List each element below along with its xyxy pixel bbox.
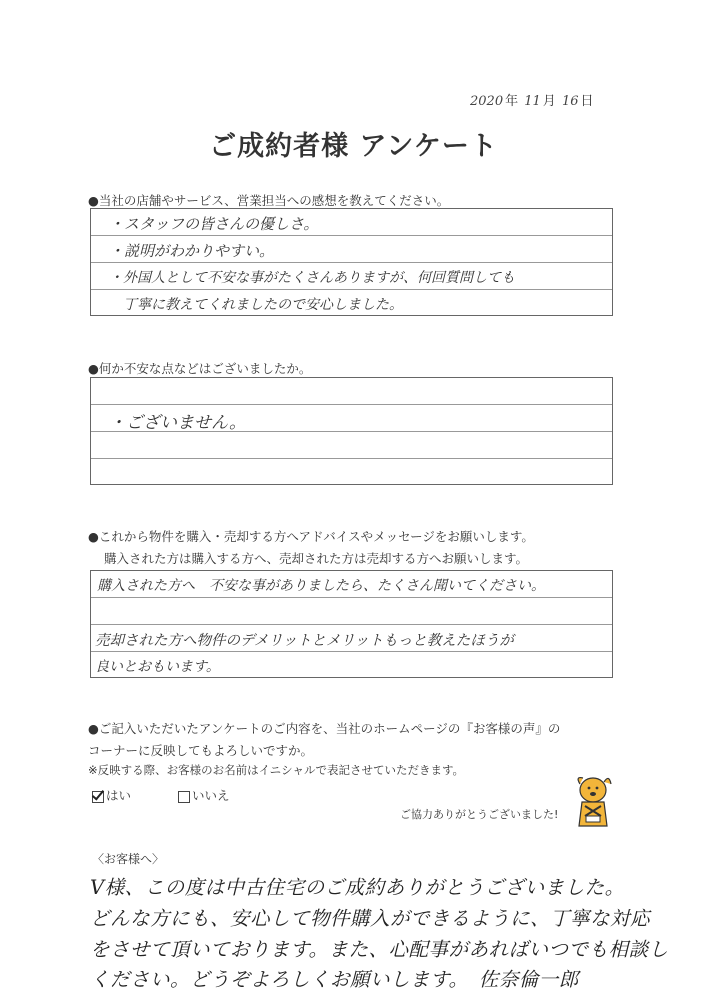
question-2: ●何か不安な点などはございましたか。 [88, 361, 312, 376]
ruled-line [91, 597, 612, 598]
date-month-unit: 月 [542, 94, 556, 109]
date-day: 16 [561, 94, 579, 109]
answer-box-3 [90, 570, 613, 678]
answer-1-line-4: 丁寧に教えてくれましたので安心しました。 [123, 297, 403, 313]
checkbox-yes-checked-icon[interactable] [92, 791, 104, 803]
ruled-line [91, 262, 612, 263]
consent-yes-option[interactable] [92, 786, 131, 804]
question-4-note: ※反映する際、お客様のお名前はイニシャルで表記させていただきます。 [88, 763, 465, 777]
ruled-line [91, 624, 612, 625]
consent-no-label: いいえ [192, 788, 230, 803]
question-3-sub: 購入された方は購入する方へ、売却された方は売却する方へお願いします。 [104, 551, 529, 566]
date-year: 2020 [470, 94, 504, 109]
question-4-line-1: ●ご記入いただいたアンケートのご内容を、当社のホームページの『お客様の声』の [88, 721, 561, 736]
ruled-line [91, 458, 612, 459]
question-3: ●これから物件を購入・売却する方へアドバイスやメッセージをお願いします。 [88, 529, 534, 544]
survey-date [468, 90, 594, 109]
ruled-line [91, 289, 612, 290]
answer-1-line-3: ・外国人として不安な事がたくさんありますが、何回質問しても [109, 270, 515, 286]
answer-1-line-1: ・スタッフの皆さんの優しさ。 [109, 215, 319, 233]
message-line-3: をさせて頂いております。また、心配事があればいつでも相談し [90, 938, 669, 961]
answer-3-line-1: 購入された方へ 不安な事がありましたら、たくさん聞いてください。 [97, 578, 545, 594]
message-line-2: どんな方にも、安心して物件購入ができるように、丁寧な対応 [90, 907, 651, 930]
date-year-unit: 年 [505, 94, 519, 109]
page-title: ご成約者様 アンケート [209, 131, 498, 162]
consent-yes-label: はい [106, 788, 132, 803]
question-1: ●当社の店舗やサービス、営業担当への感想を教えてください。 [88, 193, 450, 208]
answer-box-1 [90, 208, 613, 316]
checkbox-no-icon[interactable] [178, 791, 190, 803]
message-line-4: ください。どうぞよろしくお願いします。 佐奈倫一郎 [90, 968, 579, 991]
ruled-line [91, 235, 612, 236]
date-month: 11 [524, 94, 541, 109]
question-4-line-2: コーナーに反映してもよろしいですか。 [88, 743, 314, 758]
consent-no-option[interactable] [178, 786, 230, 804]
customer-message-label: 〈お客様へ〉 [92, 852, 165, 866]
dog-mascot-icon [571, 772, 615, 830]
ruled-line [91, 404, 612, 405]
thanks-message: ご協力ありがとうございました! [400, 808, 559, 821]
date-day-unit: 日 [580, 94, 594, 109]
answer-box-2 [90, 377, 613, 485]
answer-2-line-1: ・ございません。 [109, 413, 247, 433]
answer-3-line-3: 良いとおもいます。 [95, 659, 220, 675]
message-line-1: V様、この度は中古住宅のご成約ありがとうございました。 [90, 876, 625, 899]
answer-1-line-2: ・説明がわかりやすい。 [109, 242, 275, 260]
ruled-line [91, 651, 612, 652]
answer-3-line-2: 売却された方へ物件のデメリットとメリットもっと教えたほうが [95, 633, 514, 649]
